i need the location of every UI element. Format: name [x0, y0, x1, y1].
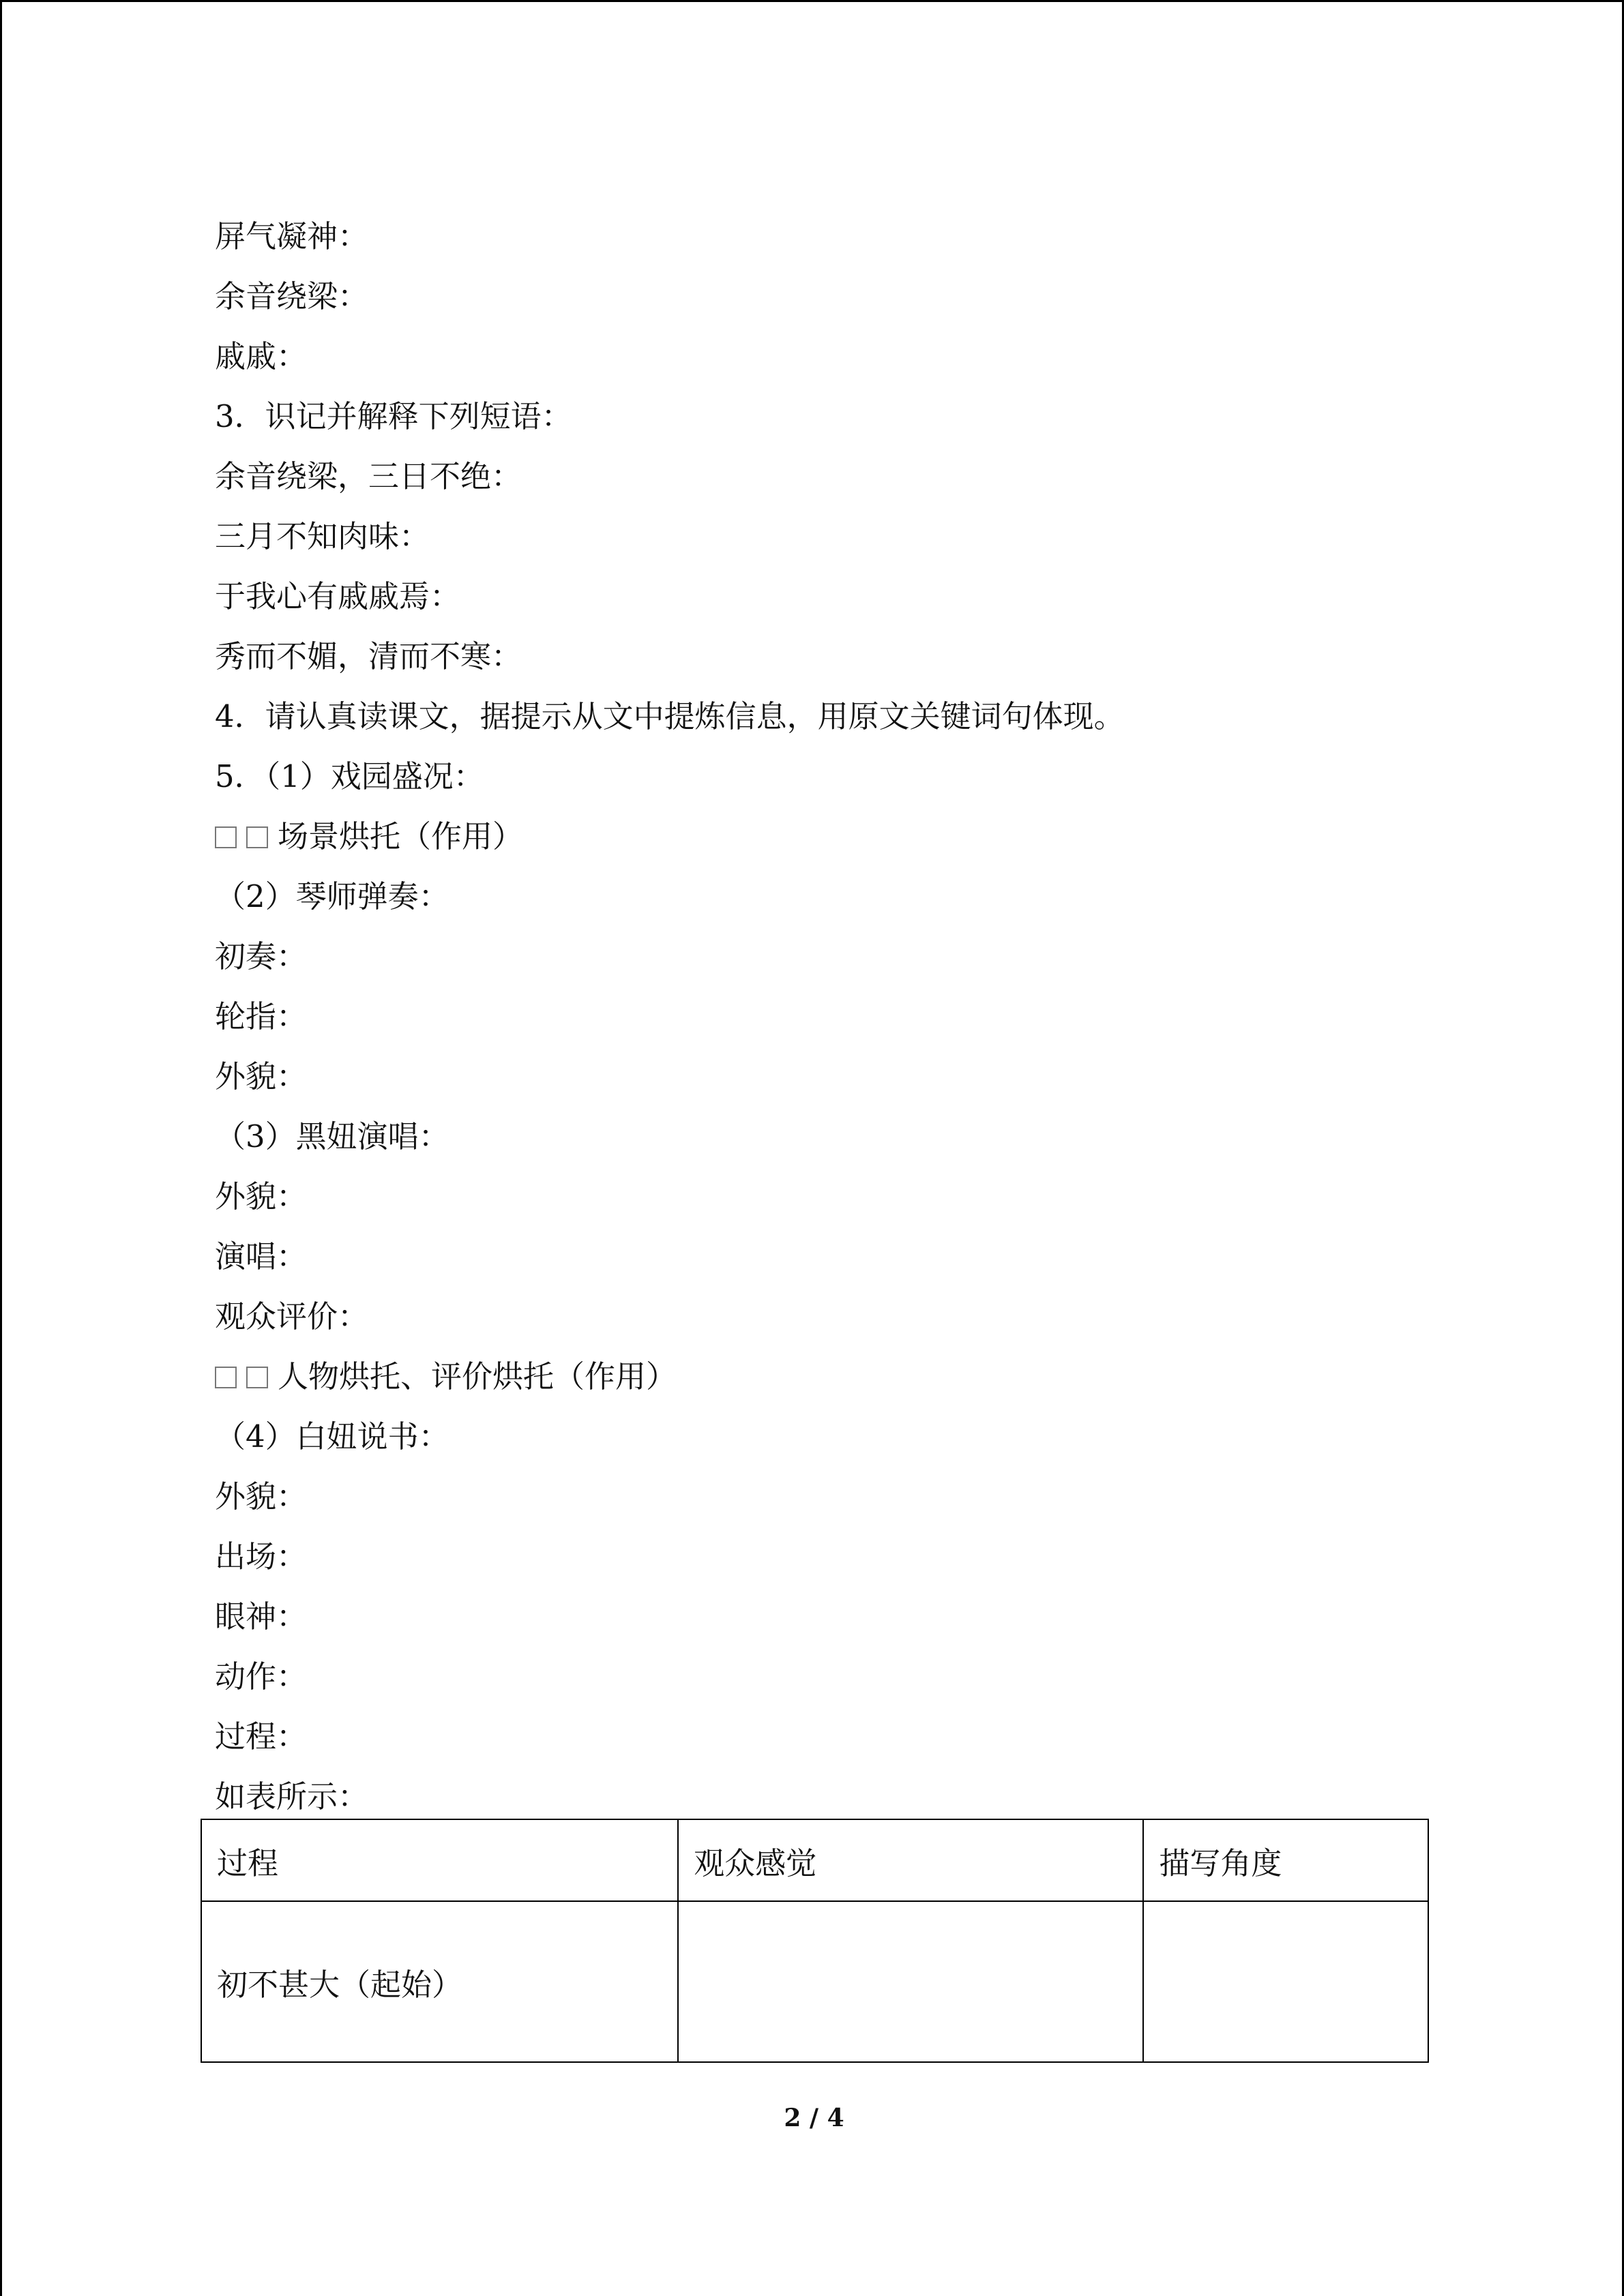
blank-box	[215, 826, 237, 848]
phrase-line-1: 余音绕梁，三日不绝：	[215, 458, 522, 494]
prompt-line-lunzhi: 轮指：	[215, 998, 308, 1034]
question-5-part-1: 5．（1）戏园盛况：	[215, 758, 484, 794]
prompt-line-chuchang: 出场：	[215, 1538, 308, 1575]
table-header-cell-process: 过程	[201, 1819, 678, 1901]
phrase-line-4: 秀而不媚，清而不寒：	[215, 638, 522, 674]
table-cell-blank[interactable]	[678, 1901, 1143, 2062]
table-header-cell-audience: 观众感觉	[678, 1819, 1143, 1901]
phrase-line-2: 三月不知肉味：	[215, 518, 430, 554]
prompt-line-waimao: 外貌：	[215, 1178, 308, 1214]
answer-blank-label: 人物烘托、评价烘托（作用）	[278, 1358, 677, 1395]
prompt-line-guanzhong: 观众评价：	[215, 1298, 369, 1335]
answer-blank-line-scene	[215, 815, 1429, 875]
prompt-line-guocheng: 过程：	[215, 1718, 308, 1755]
vocab-line-qiqi: 戚戚：	[215, 338, 308, 374]
vocab-line-pingqi: 屏气凝神：	[215, 218, 369, 254]
answer-blank-label: 场景烘托（作用）	[278, 818, 524, 854]
analysis-table	[201, 1819, 1429, 2063]
phrase-line-3: 于我心有戚戚焉：	[215, 578, 461, 614]
prompt-line-dongzuo: 动作：	[215, 1658, 308, 1695]
question-4-heading: 4．请认真读课文，据提示从文中提炼信息，用原文关键词句体现。	[215, 698, 1125, 734]
prompt-line-yanchang: 演唱：	[215, 1238, 308, 1274]
blank-box	[246, 826, 268, 848]
vocab-line-yuyin: 余音绕梁：	[215, 278, 369, 314]
table-cell-blank[interactable]	[1143, 1901, 1428, 2062]
prompt-line-yanshen: 眼神：	[215, 1598, 308, 1635]
question-5-part-3: （3）黑妞演唱：	[215, 1118, 449, 1154]
question-5-part-2: （2）琴师弹奏：	[215, 878, 449, 914]
table-row	[201, 1901, 1428, 2062]
table-header-row	[201, 1819, 1428, 1901]
worksheet-body	[215, 215, 1429, 1835]
blank-box	[215, 1367, 237, 1388]
table-header-cell-angle: 描写角度	[1143, 1819, 1428, 1901]
table-cell: 初不甚大（起始）	[201, 1901, 678, 2062]
prompt-line-chuzou: 初奏：	[215, 938, 308, 974]
question-3-heading: 3．识记并解释下列短语：	[215, 398, 572, 434]
table-intro: 如表所示：	[215, 1778, 369, 1815]
question-5-part-4: （4）白妞说书：	[215, 1418, 449, 1455]
prompt-line-waimao: 外貌：	[215, 1478, 308, 1515]
blank-box	[246, 1367, 268, 1388]
prompt-line-waimao: 外貌：	[215, 1058, 308, 1094]
page-number: 2 / 4	[784, 2104, 844, 2132]
answer-blank-line-character	[215, 1355, 1429, 1415]
